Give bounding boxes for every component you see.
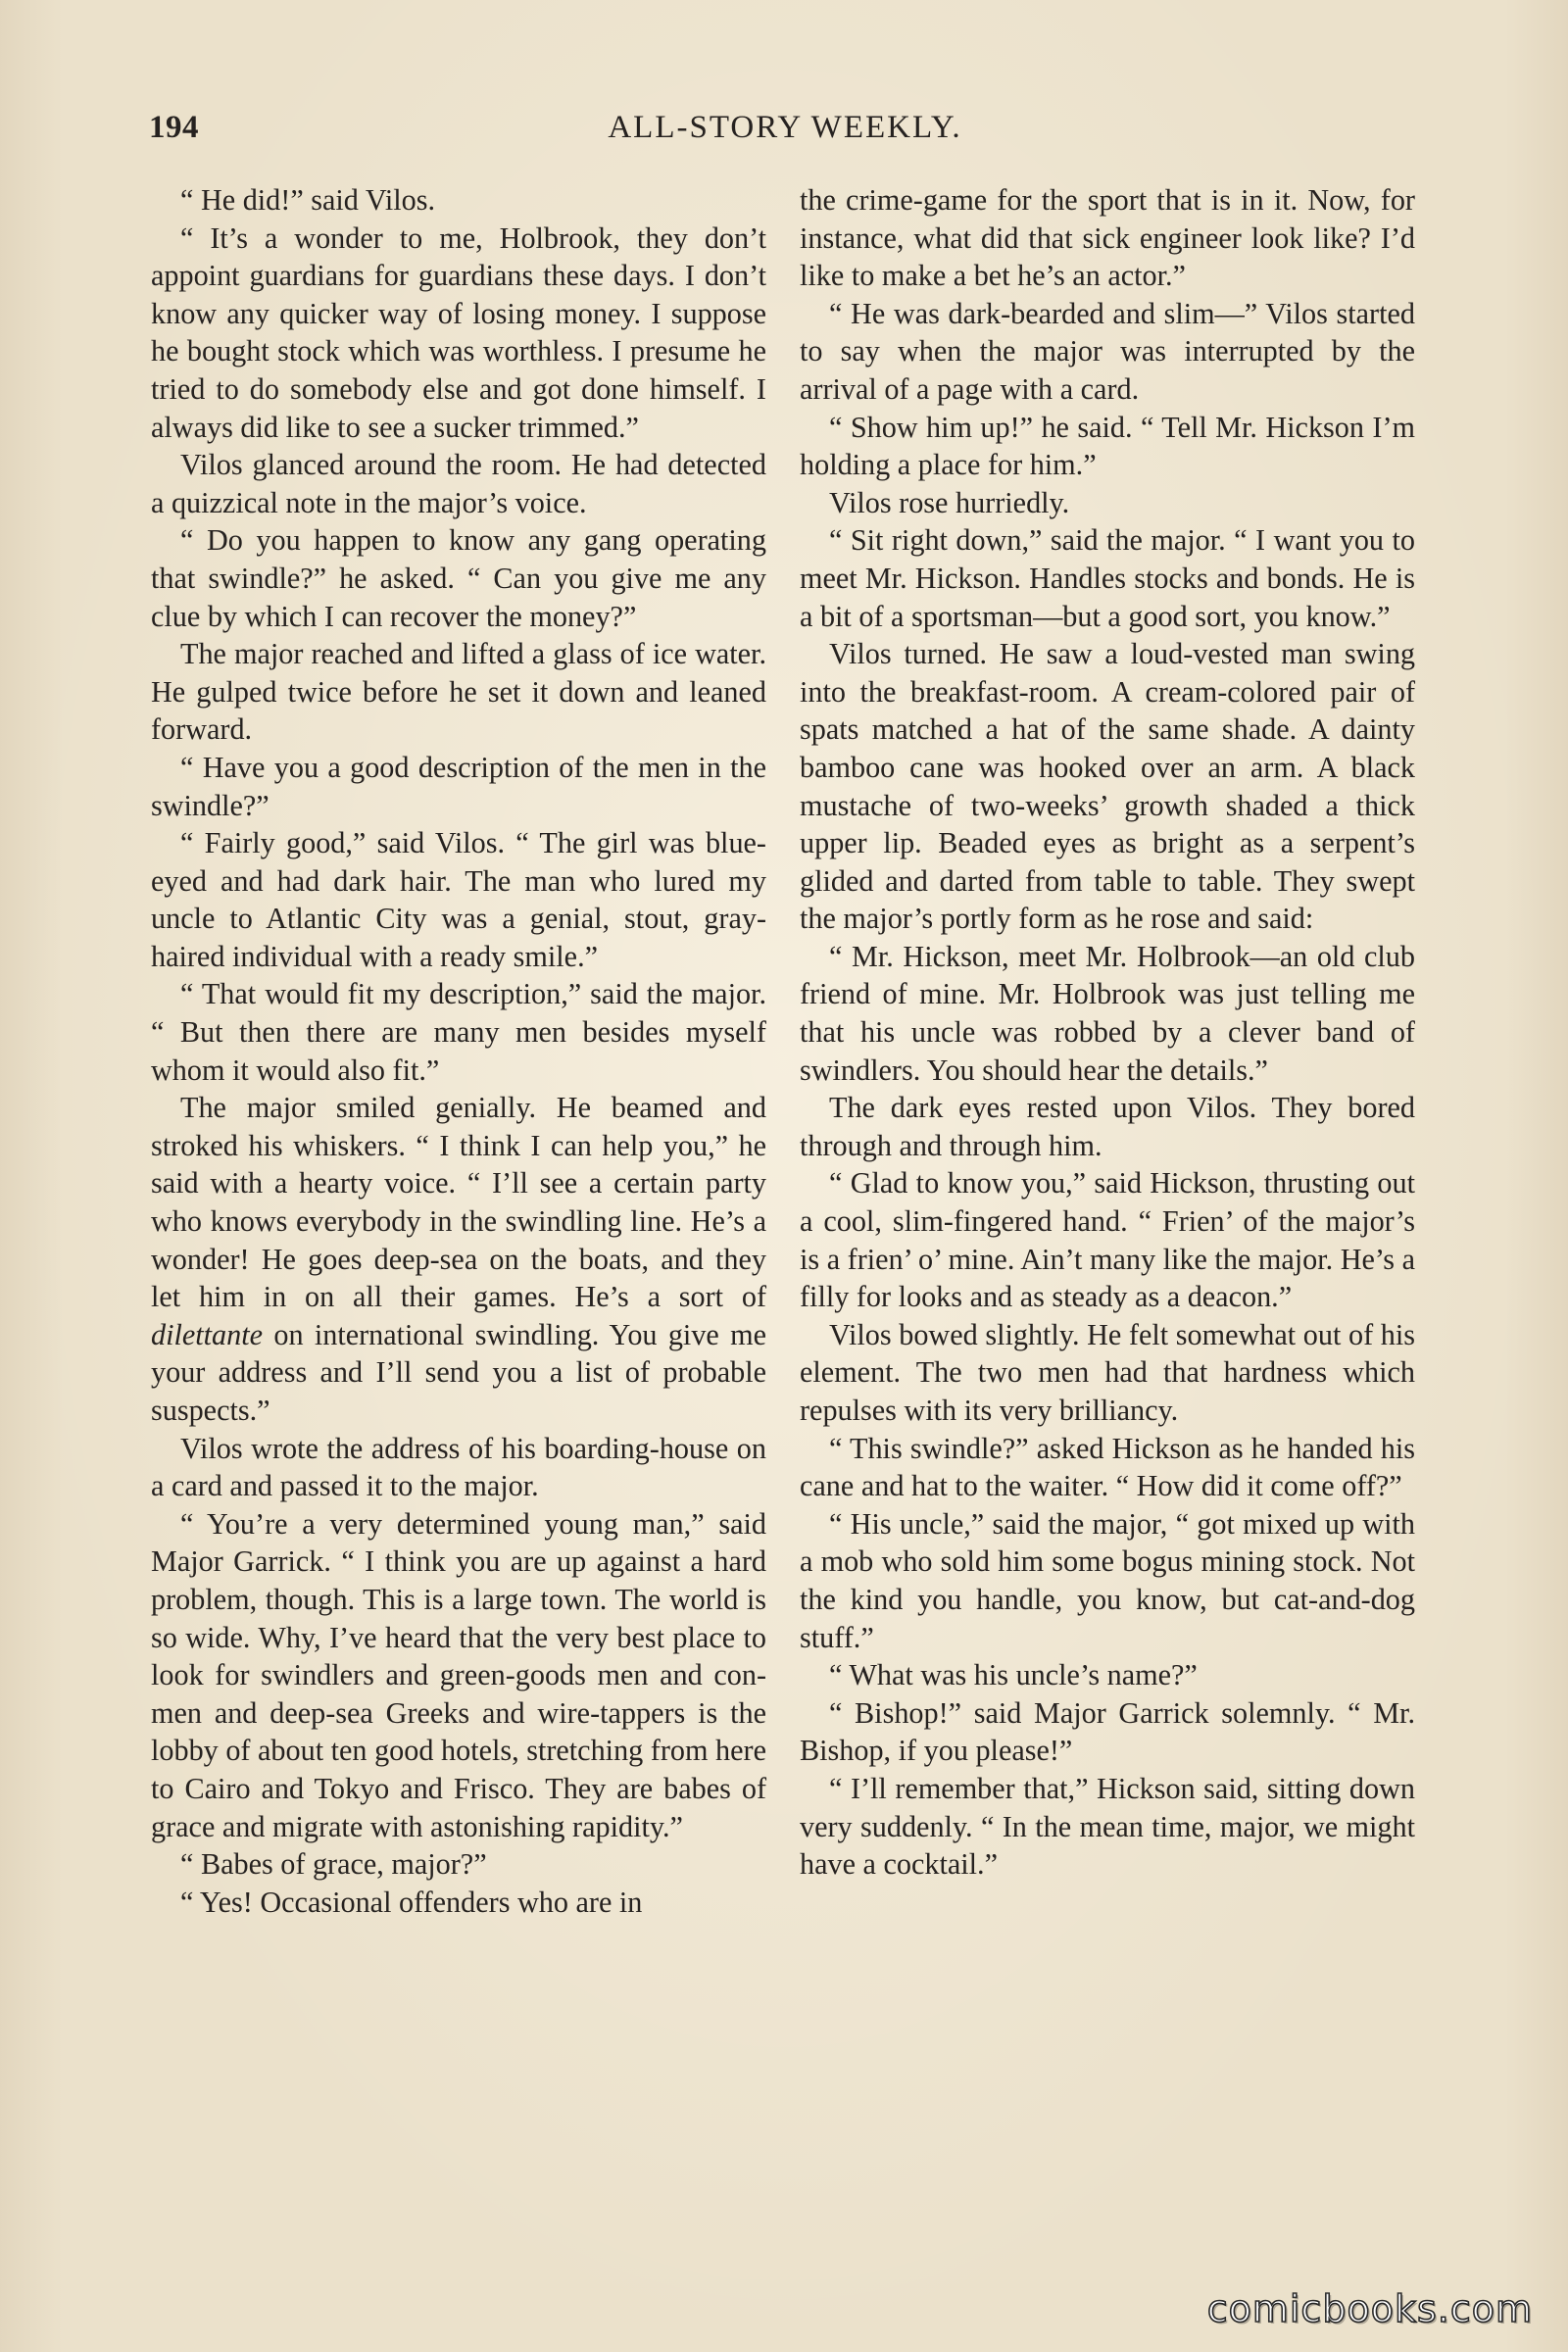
watermark-logo: comicbooks.com	[1206, 2287, 1533, 2330]
paragraph: “ This swindle?” asked Hickson as he handed his cane and hat to the waiter. “ How did it come off?”	[800, 1431, 1415, 1503]
left-column	[151, 181, 766, 1921]
paragraph-text: The major smiled genially. He beamed and stroked his whiskers. “ I think I can help you,” he said with a hearty voice. “ I’ll see a certain party who knows everybody in the swindling line. He’s a wonder! He goes deep-sea on the boats, and they let him in on all their games. He’s a sort of	[151, 1091, 766, 1314]
paragraph: “ He was dark-bearded and slim—” Vilos started to say when the major was interrupted by the arrival of a page with a card.	[800, 296, 1415, 406]
paragraph: “ Fairly good,” said Vilos. “ The girl was blue-eyed and had dark hair. The man who lured my uncle to Atlantic City was a genial, stout, gray-haired individual with a ready smile.”	[151, 826, 766, 973]
paragraph: “ Yes! Occasional offenders who are in	[180, 1885, 643, 1919]
page-number: 194	[149, 110, 199, 145]
paragraph-with-italic	[151, 1089, 766, 1429]
paragraph: The major reached and lifted a glass of ice water. He gulped twice before he set it down and leaned forward.	[151, 637, 766, 747]
magazine-title: ALL-STORY WEEKLY.	[608, 110, 962, 145]
paragraph: The dark eyes rested upon Vilos. They bored through and through him.	[800, 1091, 1415, 1162]
paragraph: Vilos turned. He saw a loud-vested man swing into the breakfast-room. A cream-colored pair of spats matched a hat of the same shade. A dainty bamboo cane was hooked over an arm. A black mustache of two-weeks’ growth shaded a thick upper lip. Beaded eyes as bright as a serpent’s glided and darted from table to table. They swept the major’s portly form as he rose and said:	[800, 637, 1415, 936]
paragraph: “ Do you happen to know any gang operating that swindle?” he asked. “ Can you give me any clue by which I can recover the money?”	[151, 523, 766, 633]
paragraph: Vilos wrote the address of his boarding-house on a card and passed it to the major.	[151, 1431, 766, 1503]
right-column	[800, 181, 1415, 1884]
paragraph: “ His uncle,” said the major, “ got mixed up with a mob who sold him some bogus mining stock. Not the kind you handle, you know, but cat-and-dog stuff.”	[800, 1506, 1415, 1654]
paragraph: Vilos glanced around the room. He had detected a quizzical note in the major’s voice.	[151, 448, 766, 519]
paragraph: “ That would fit my description,” said the major. “ But then there are many men besides myself whom it would also fit.”	[151, 977, 766, 1087]
paragraph: “ Bishop!” said Major Garrick solemnly. “ Mr. Bishop, if you please!”	[800, 1695, 1415, 1768]
paragraph: “ Show him up!” he said. “ Tell Mr. Hickson I’m holding a place for him.”	[800, 410, 1415, 482]
running-head	[149, 110, 1421, 159]
paragraph: “ He did!” said Vilos.	[180, 183, 436, 217]
paragraph: “ Babes of grace, major?”	[180, 1847, 487, 1882]
paragraph: Vilos bowed slightly. He felt somewhat out of his element. The two men had that hardness which repulses with its very brilliancy.	[800, 1317, 1415, 1427]
paragraph: “ What was his uncle’s name?”	[829, 1658, 1198, 1692]
paragraph: “ Mr. Hickson, meet Mr. Holbrook—an old club friend of mine. Mr. Holbrook was just telling me that his uncle was robbed by a clever band of swindlers. You should hear the details.”	[800, 939, 1415, 1087]
paragraph-continued: the crime-game for the sport that is in it. Now, for instance, what did that sick engineer look like? I’d like to make a bet he’s an actor.”	[800, 183, 1415, 293]
paragraph: “ You’re a very determined young man,” said Major Garrick. “ I think you are up against a hard problem, though. This is a large town. The world is so wide. Why, I’ve heard that the very best place to look for swindlers and green-goods men and con-men and deep-sea Greeks and wire-tappers is the lobby of about ten good hotels, stretching from here to Cairo and Tokyo and Frisco. They are babes of grace and migrate with astonishing rapidity.”	[151, 1506, 766, 1843]
paragraph: “ It’s a wonder to me, Holbrook, they don’t appoint guardians for guardians these days. I don’t know any quicker way of losing money. I suppose he bought stock which was worthless. I presume he tried to do somebody else and got done himself. I always did like to see a sucker trimmed.”	[151, 220, 766, 444]
paragraph: Vilos rose hurriedly.	[829, 485, 1070, 519]
paragraph: “ Have you a good description of the men in the swindle?”	[151, 750, 766, 822]
italic-word: dilettante	[151, 1317, 264, 1351]
paragraph: “ Glad to know you,” said Hickson, thrusting out a cool, slim-fingered hand. “ Frien’ of the major’s is a frien’ o’ mine. Ain’t many like the major. He’s a filly for looks and as steady as a deacon.”	[800, 1166, 1415, 1314]
paragraph-text: on international swindling. You give me your address and I’ll send you a list of probable suspects.”	[151, 1317, 767, 1427]
paragraph: “ I’ll remember that,” Hickson said, sitting down very suddenly. “ In the mean time, major, we might have a cocktail.”	[800, 1771, 1415, 1882]
paragraph: “ Sit right down,” said the major. “ I want you to meet Mr. Hickson. Handles stocks and bonds. He is a bit of a sportsman—but a good sort, you know.”	[800, 523, 1415, 633]
